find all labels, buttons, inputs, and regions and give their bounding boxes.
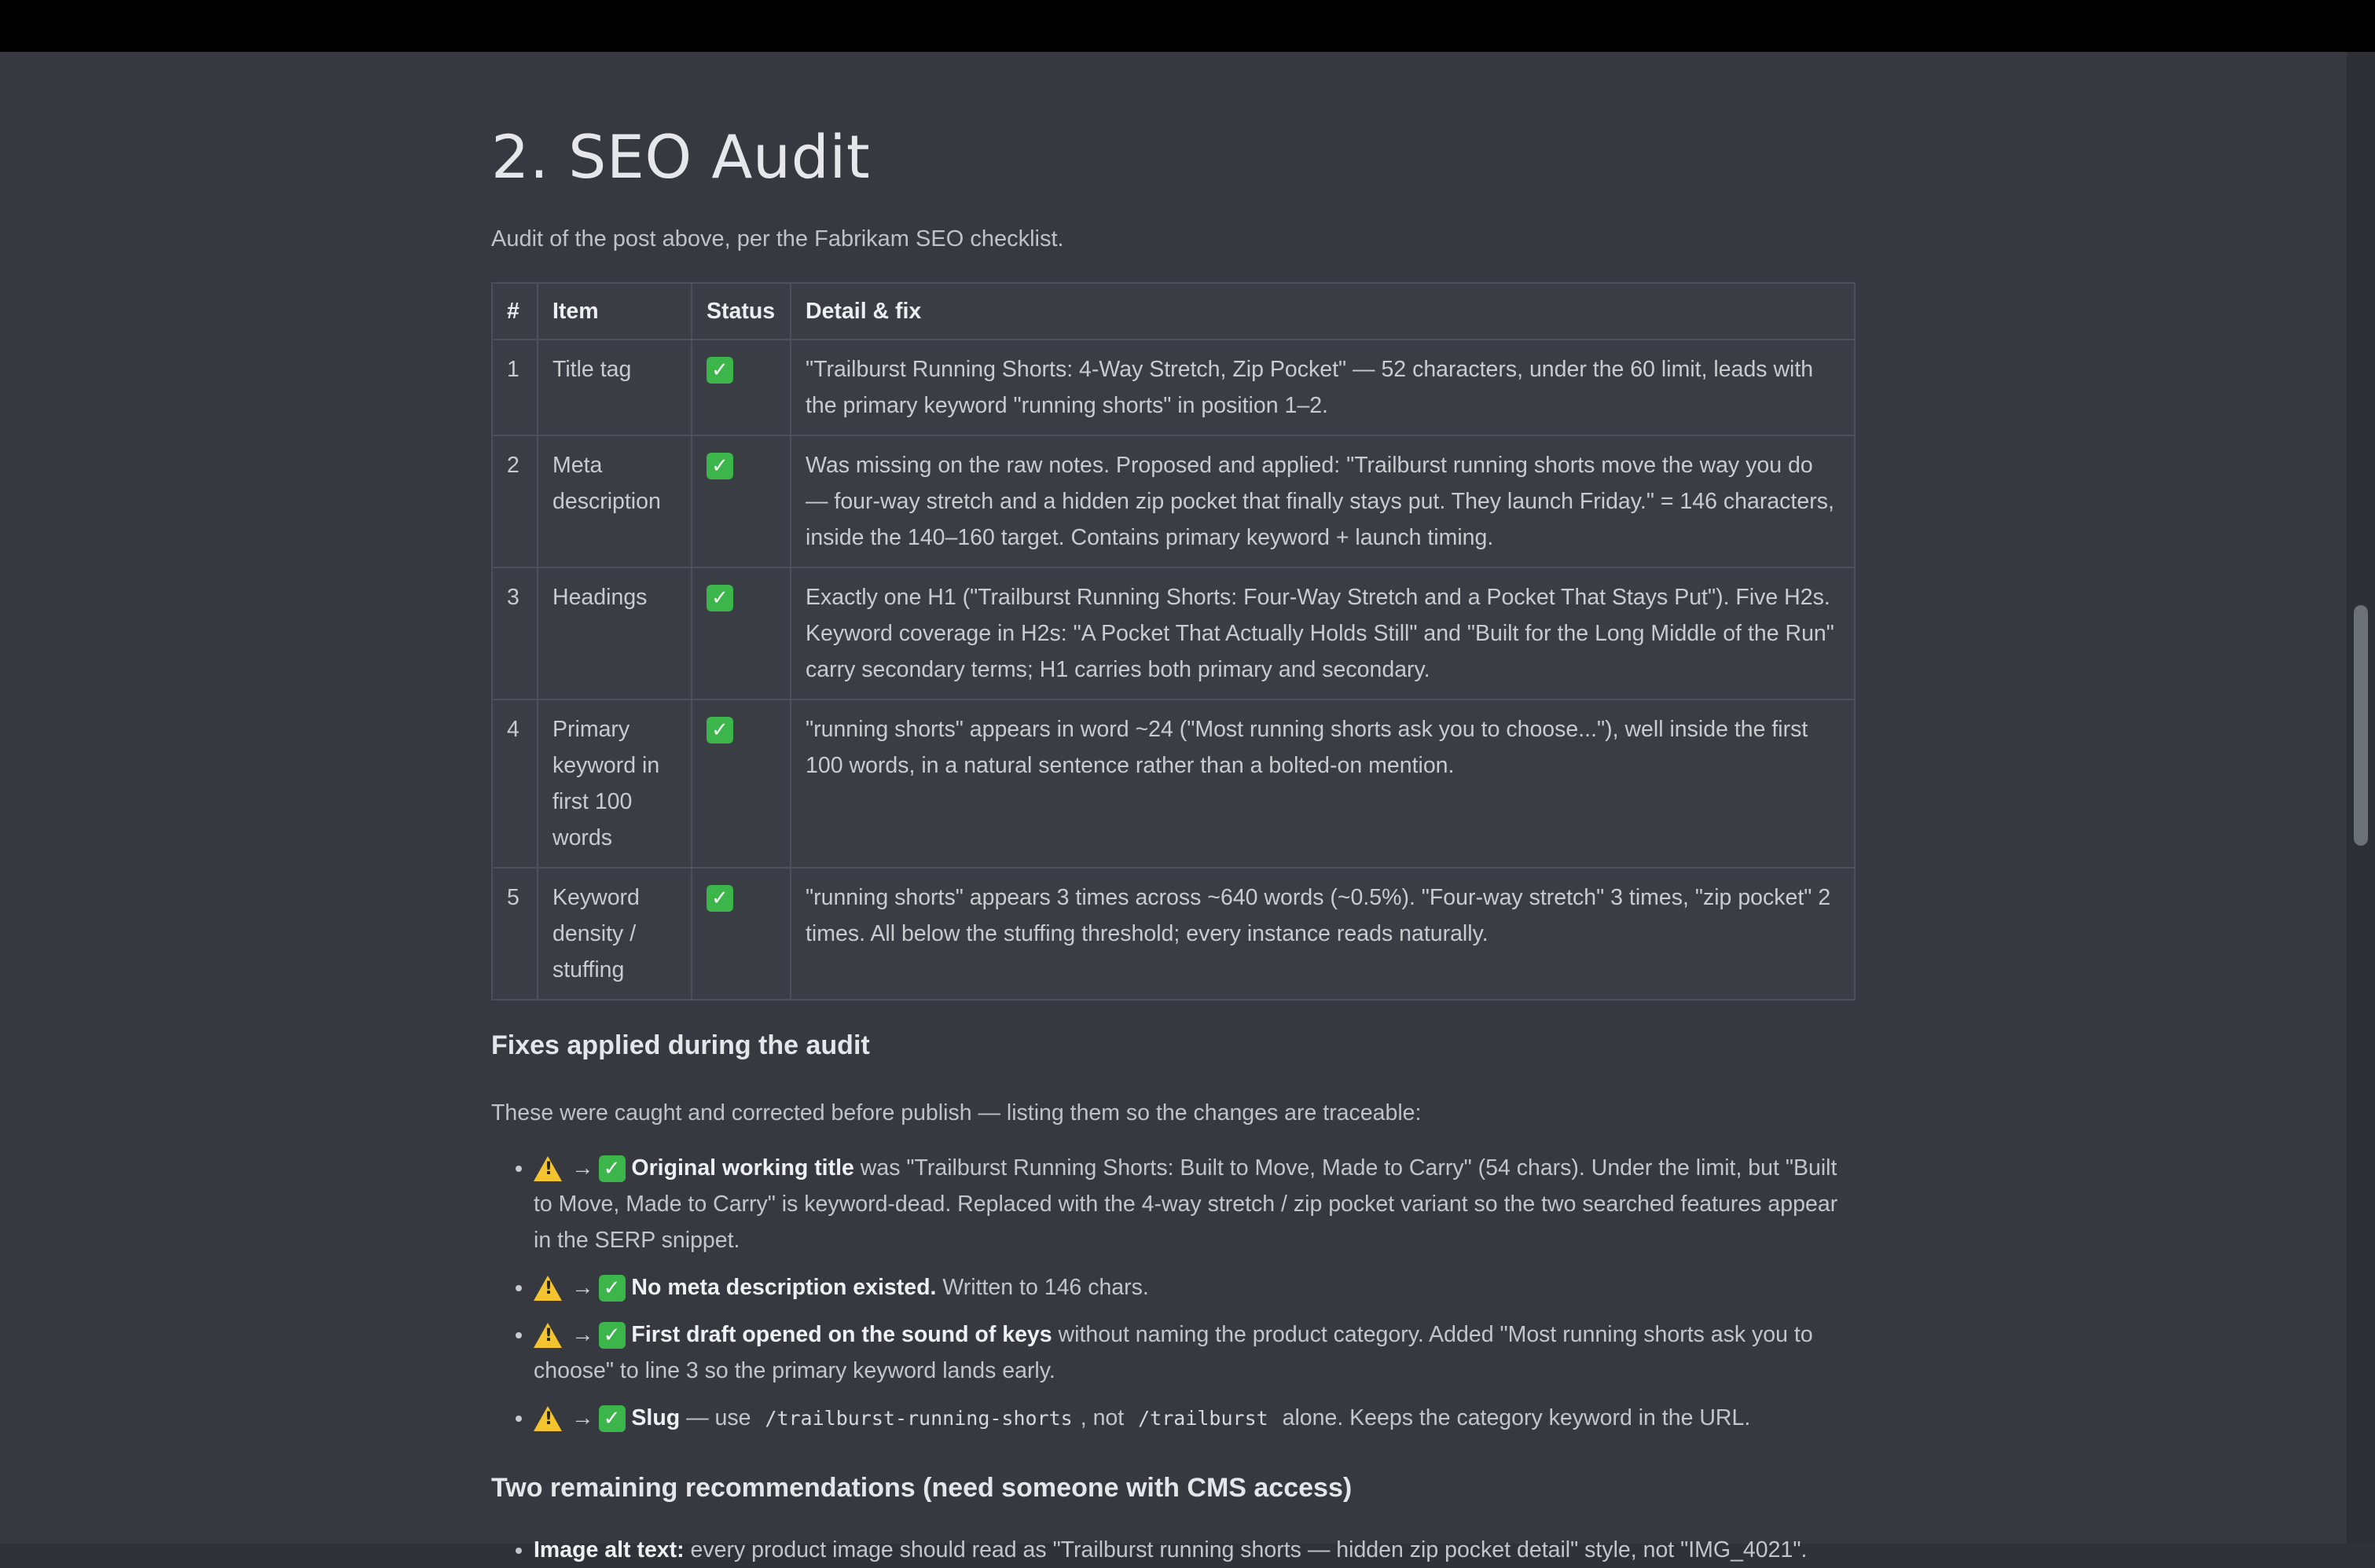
row-number: 1	[492, 340, 538, 435]
fix-text: without naming the product category. Added "Most running shorts ask you to choose" to line 3 so the primary keyword lands early.	[534, 1322, 1813, 1383]
warning-icon	[534, 1156, 562, 1181]
column-header-detail: Detail & fix	[791, 283, 1855, 340]
row-detail: "running shorts" appears in word ~24 ("Most running shorts ask you to choose..."), well inside the first 100 words, in a natural sentence rather than a bolted-on mention.	[791, 700, 1855, 868]
list-item	[534, 1150, 1856, 1258]
row-item: Primary keyword in first 100 words	[538, 700, 692, 868]
row-status	[692, 567, 791, 700]
fix-text: — use	[680, 1405, 758, 1430]
window-top-bar	[0, 0, 2375, 52]
list-item	[534, 1532, 1856, 1568]
row-status	[692, 700, 791, 868]
check-icon: ✓	[707, 717, 733, 744]
fix-title: No meta description existed.	[631, 1275, 937, 1300]
row-detail: "Trailburst Running Shorts: 4-Way Stretch, Zip Pocket" — 52 characters, under the 60 limit, leads with the primary keyword "running shorts" in position 1–2.	[791, 340, 1855, 435]
arrow-icon: →	[571, 1322, 594, 1347]
arrow-icon: →	[571, 1155, 594, 1181]
fix-title: Original working title	[631, 1155, 854, 1181]
arrow-icon: →	[571, 1275, 594, 1300]
row-detail: Was missing on the raw notes. Proposed and applied: "Trailburst running shorts move the way you do — four-way stretch and a hidden zip pocket that finally stays put. They launch Friday." = 146 characters, inside the 140–160 target. Contains primary keyword + launch timing.	[791, 435, 1855, 567]
check-icon: ✓	[599, 1405, 626, 1432]
row-number: 5	[492, 868, 538, 1000]
list-item	[534, 1400, 1856, 1437]
row-detail: "running shorts" appears 3 times across ~640 words (~0.5%). "Four-way stretch" 3 times, "zip pocket" 2 times. All below the stuffing threshold; every instance reads naturally.	[791, 868, 1855, 1000]
document-page	[0, 52, 2375, 1562]
fix-text: was "Trailburst Running Shorts: Built to Move, Made to Carry" (54 chars). Under the limit, but "Built to Move, Made to Carry" is keyword-dead. Replaced with the 4-way stretch / zip pocket variant so the two searched features appear in the SERP snippet.	[534, 1155, 1838, 1253]
table-row	[492, 700, 1855, 868]
document-content	[491, 122, 1856, 1568]
table-row	[492, 567, 1855, 700]
arrow-icon: →	[571, 1405, 594, 1430]
fix-text: alone. Keeps the category keyword in the URL.	[1276, 1405, 1751, 1430]
warning-icon	[534, 1276, 562, 1301]
warning-icon	[534, 1323, 562, 1348]
fixes-heading: Fixes applied during the audit	[491, 1030, 870, 1060]
fixes-list	[491, 1150, 1856, 1437]
list-item	[534, 1269, 1856, 1305]
slug-code: /trailburst-running-shorts	[765, 1407, 1073, 1430]
fix-title: First draft opened on the sound of keys	[631, 1322, 1052, 1347]
row-item: Meta description	[538, 435, 692, 567]
check-icon: ✓	[707, 885, 733, 912]
warning-icon	[534, 1406, 562, 1431]
list-item	[534, 1316, 1856, 1389]
check-icon: ✓	[599, 1322, 626, 1349]
recommendation-title: Image alt text:	[534, 1537, 685, 1562]
fixes-intro: These were caught and corrected before publish — listing them so the changes are traceable:	[491, 1100, 1422, 1126]
check-icon: ✓	[599, 1275, 626, 1302]
row-number: 2	[492, 435, 538, 567]
fix-text: , not	[1080, 1405, 1131, 1430]
scrollbar-thumb[interactable]	[2354, 605, 2368, 846]
column-header-item: Item	[538, 283, 692, 340]
table-header-row	[492, 283, 1855, 340]
row-item: Keyword density / stuffing	[538, 868, 692, 1000]
recommendations-heading: Two remaining recommendations (need someone with CMS access)	[491, 1473, 1353, 1503]
column-header-status: Status	[692, 283, 791, 340]
page-title: 2. SEO Audit	[491, 122, 871, 192]
row-number: 4	[492, 700, 538, 868]
row-number: 3	[492, 567, 538, 700]
row-status	[692, 868, 791, 1000]
slug-code-alt: /trailburst	[1138, 1407, 1268, 1430]
table-row	[492, 435, 1855, 567]
table-row	[492, 340, 1855, 435]
check-icon: ✓	[599, 1155, 626, 1182]
row-status	[692, 340, 791, 435]
row-detail: Exactly one H1 ("Trailburst Running Shorts: Four-Way Stretch and a Pocket That Stays Put"). Five H2s. Keyword coverage in H2s: "A Pocket That Actually Holds Still" and "Built for the Long Middle of the Run" carry secondary terms; H1 carries both primary and secondary.	[791, 567, 1855, 700]
check-icon: ✓	[707, 453, 733, 479]
page-subtitle: Audit of the post above, per the Fabrikam SEO checklist.	[491, 226, 1064, 252]
check-icon: ✓	[707, 357, 733, 384]
row-item: Headings	[538, 567, 692, 700]
row-status	[692, 435, 791, 567]
check-icon: ✓	[707, 585, 733, 611]
fix-title: Slug	[631, 1405, 681, 1430]
row-item: Title tag	[538, 340, 692, 435]
table-row	[492, 868, 1855, 1000]
recommendations-list	[491, 1532, 1856, 1568]
seo-audit-table	[491, 282, 1856, 1001]
column-header-number: #	[492, 283, 538, 340]
recommendation-text: every product image should read as "Trailburst running shorts — hidden zip pocket detail" style, not "IMG_4021".	[684, 1537, 1808, 1562]
fix-text: Written to 146 chars.	[936, 1275, 1149, 1300]
